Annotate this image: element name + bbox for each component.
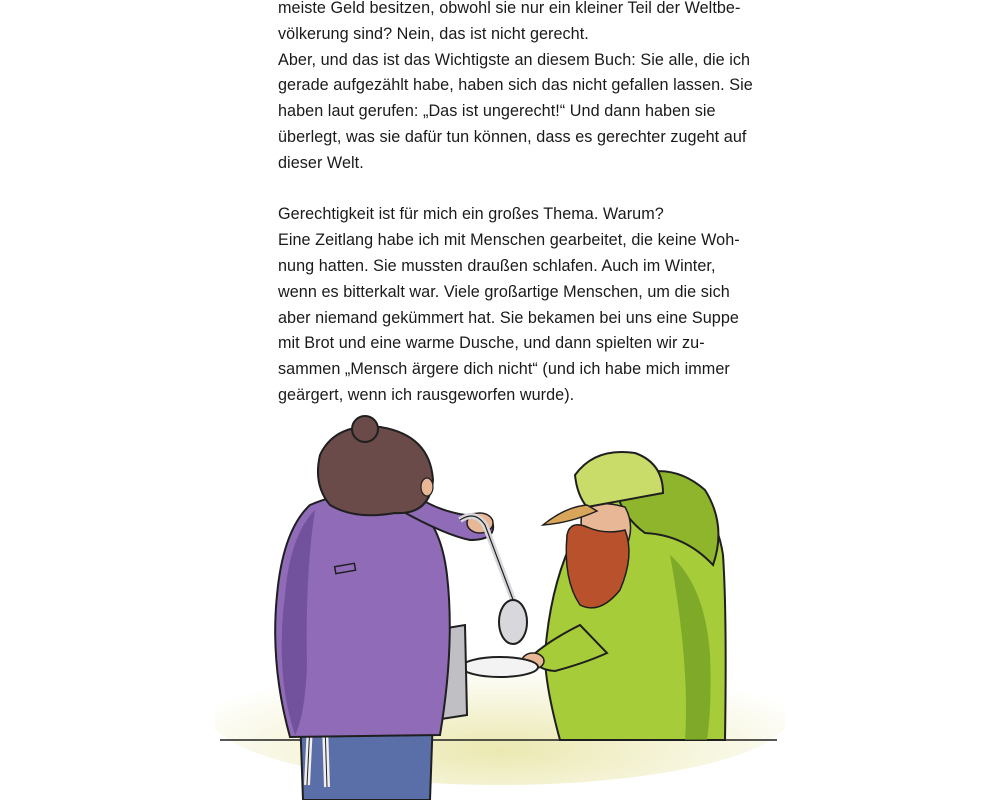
paragraph-1 xyxy=(278,0,758,177)
text-line: aber niemand gekümmert hat. Sie bekamen bei uns eine Suppe xyxy=(278,308,739,327)
text-line: überlegt, was sie dafür tun können, dass es gerechter zugeht auf xyxy=(278,127,747,146)
hair-bun xyxy=(352,416,378,442)
text-line: dieser Welt. xyxy=(278,153,364,172)
ladle-bowl xyxy=(499,600,527,644)
text-line: meiste Geld besitzen, obwohl sie nur ein kleiner Teil der Weltbe- xyxy=(278,0,741,17)
text-line: nung hatten. Sie mussten draußen schlafen. Auch im Winter, xyxy=(278,256,716,275)
text-line: geärgert, wenn ich rausgeworfen wurde). xyxy=(278,385,575,404)
text-line: sammen „Mensch ärgere dich nicht“ (und ich habe mich immer xyxy=(278,360,730,379)
text-line: gerade aufgezählt habe, haben sich das nicht gefallen lassen. Sie xyxy=(278,76,753,95)
text-line: Gerechtigkeit ist für mich ein großes Thema. Warum? xyxy=(278,205,664,224)
text-line: Aber, und das ist das Wichtigste an diesem Buch: Sie alle, die ich xyxy=(278,50,751,69)
woman-ear xyxy=(421,478,433,496)
text-line: mit Brot und eine warme Dusche, und dann spielten wir zu- xyxy=(278,334,705,353)
text-line: völkerung sind? Nein, das ist nicht gerecht. xyxy=(278,24,589,43)
text-line: haben laut gerufen: „Das ist ungerecht!“ Und dann haben sie xyxy=(278,102,716,121)
plate xyxy=(462,657,538,677)
paragraph-2 xyxy=(278,202,758,408)
woman-hair xyxy=(318,427,433,516)
soup-kitchen-illustration xyxy=(215,415,785,800)
paragraph-spacer xyxy=(278,177,758,203)
body-text xyxy=(278,0,758,409)
text-line: wenn es bitterkalt war. Viele großartige Menschen, um die sich xyxy=(278,282,730,301)
soup-kitchen-illustration-icon xyxy=(215,415,785,800)
text-line: Eine Zeitlang habe ich mit Menschen gearbeitet, die keine Woh- xyxy=(278,231,740,250)
